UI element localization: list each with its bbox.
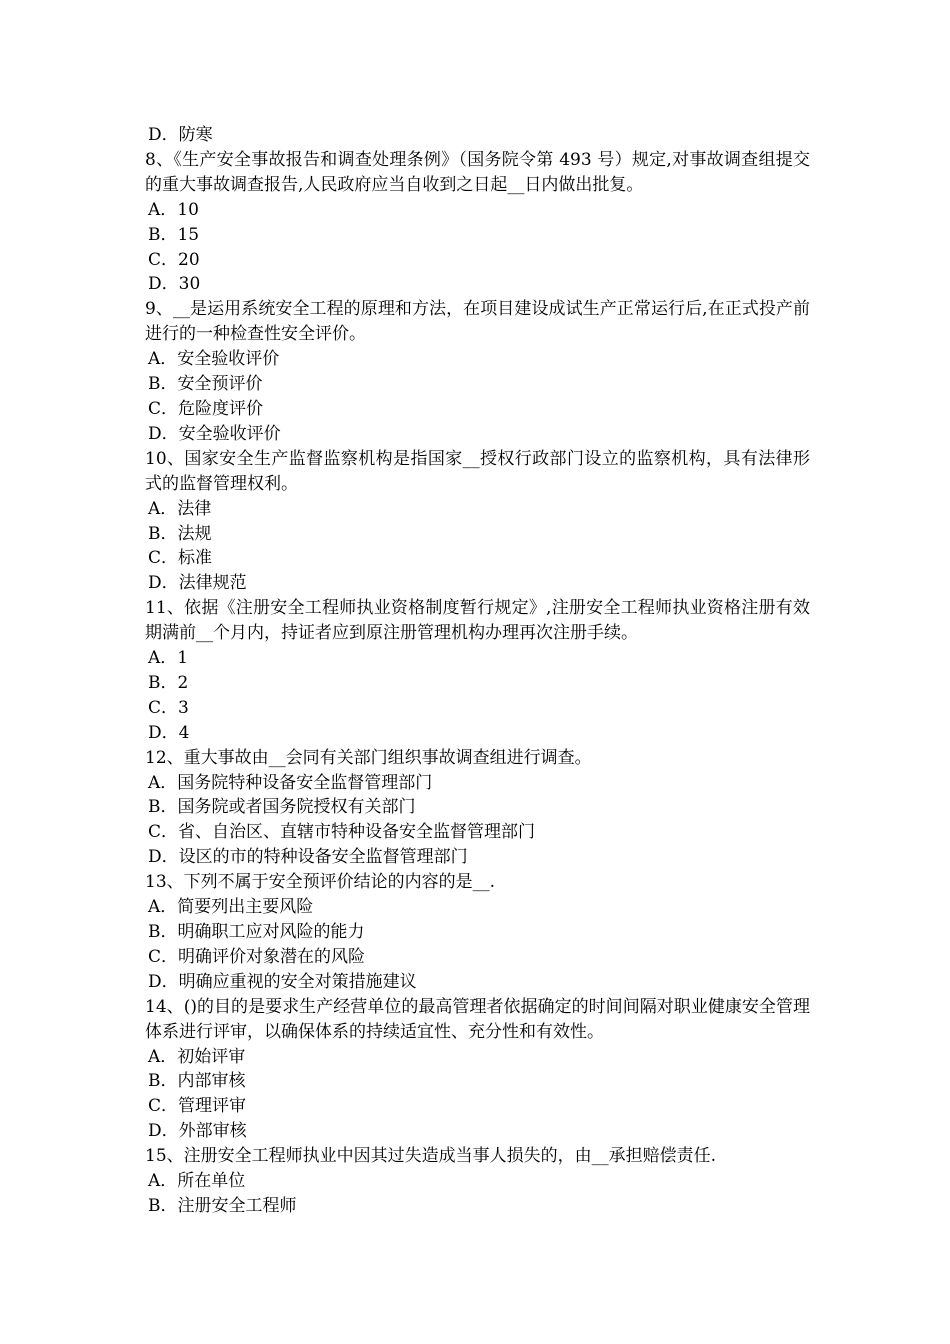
option-line: D．明确应重视的安全对策措施建议 bbox=[148, 971, 417, 992]
option-line: C．危险度评价 bbox=[148, 398, 264, 419]
option-line: B．安全预评价 bbox=[148, 374, 263, 395]
option-line: D．法律规范 bbox=[148, 573, 247, 594]
option-line: C．管理评审 bbox=[148, 1096, 247, 1117]
option-line: A．国务院特种设备安全监督管理部门 bbox=[148, 772, 433, 793]
option-line: B．内部审核 bbox=[148, 1071, 246, 1092]
question-12-stem: 12、重大事故由__会同有关部门组织事故调查组进行调查。 bbox=[145, 747, 592, 768]
option-line: A．简要列出主要风险 bbox=[148, 897, 314, 918]
question-8-stem: 8、《生产安全事故报告和调查处理条例》（国务院令第 493 号）规定,对事故调查组提交的重大事故调查报告,人民政府应当自收到之日起__日内做出批复。 bbox=[145, 149, 810, 195]
option-line: C．省、自治区、直辖市特种设备安全监督管理部门 bbox=[148, 822, 536, 843]
option-line: B．15 bbox=[148, 224, 200, 245]
question-15-stem: 15、注册安全工程师执业中因其过失造成当事人损失的，由__承担赔偿责任. bbox=[145, 1146, 717, 1167]
option-line: A．初始评审 bbox=[148, 1046, 246, 1067]
question-13-stem: 13、下列不属于安全预评价结论的内容的是__. bbox=[145, 872, 496, 893]
question-9-stem: 9、__是运用系统安全工程的原理和方法，在项目建设成试生产正常运行后,在正式投产前进行的一种检查性安全评价。 bbox=[145, 299, 810, 345]
question-11-stem: 11、依据《注册安全工程师执业资格制度暂行规定》,注册安全工程师执业资格注册有效期满前__个月内，持证者应到原注册管理机构办理再次注册手续。 bbox=[145, 598, 810, 644]
option-line: B．国务院或者国务院授权有关部门 bbox=[148, 797, 416, 818]
option-line: A．1 bbox=[148, 648, 189, 669]
option-line: B．明确职工应对风险的能力 bbox=[148, 922, 365, 942]
option-line: A．所在单位 bbox=[148, 1171, 246, 1192]
question-list bbox=[145, 123, 810, 1219]
option-line: C．3 bbox=[148, 697, 189, 718]
option-line: C．明确评价对象潜在的风险 bbox=[148, 946, 366, 967]
option-line: D．30 bbox=[148, 274, 201, 295]
option-line: D．防寒 bbox=[148, 125, 213, 145]
option-line: D．外部审核 bbox=[148, 1121, 247, 1142]
option-line: C．20 bbox=[148, 249, 200, 270]
question-10-stem: 10、国家安全生产监督监察机构是指国家__授权行政部门设立的监察机构，具有法律形式的监督管理权利。 bbox=[145, 448, 810, 494]
option-line: A．安全验收评价 bbox=[148, 349, 280, 370]
option-line: B．注册安全工程师 bbox=[148, 1195, 297, 1216]
option-line: D．安全验收评价 bbox=[148, 423, 281, 444]
option-line: B．法规 bbox=[148, 523, 212, 544]
option-line: D．设区的市的特种设备安全监督管理部门 bbox=[148, 847, 468, 868]
option-line: A．10 bbox=[148, 199, 199, 220]
option-line: C．标准 bbox=[148, 548, 213, 569]
option-line: A．法律 bbox=[148, 498, 212, 519]
question-14-stem: 14、()的目的是要求生产经营单位的最高管理者依据确定的时间间隔对职业健康安全管理体系进行评审，以确保体系的持续适宜性、充分性和有效性。 bbox=[145, 996, 810, 1042]
option-line: B．2 bbox=[148, 672, 189, 693]
option-line: D．4 bbox=[148, 722, 190, 743]
